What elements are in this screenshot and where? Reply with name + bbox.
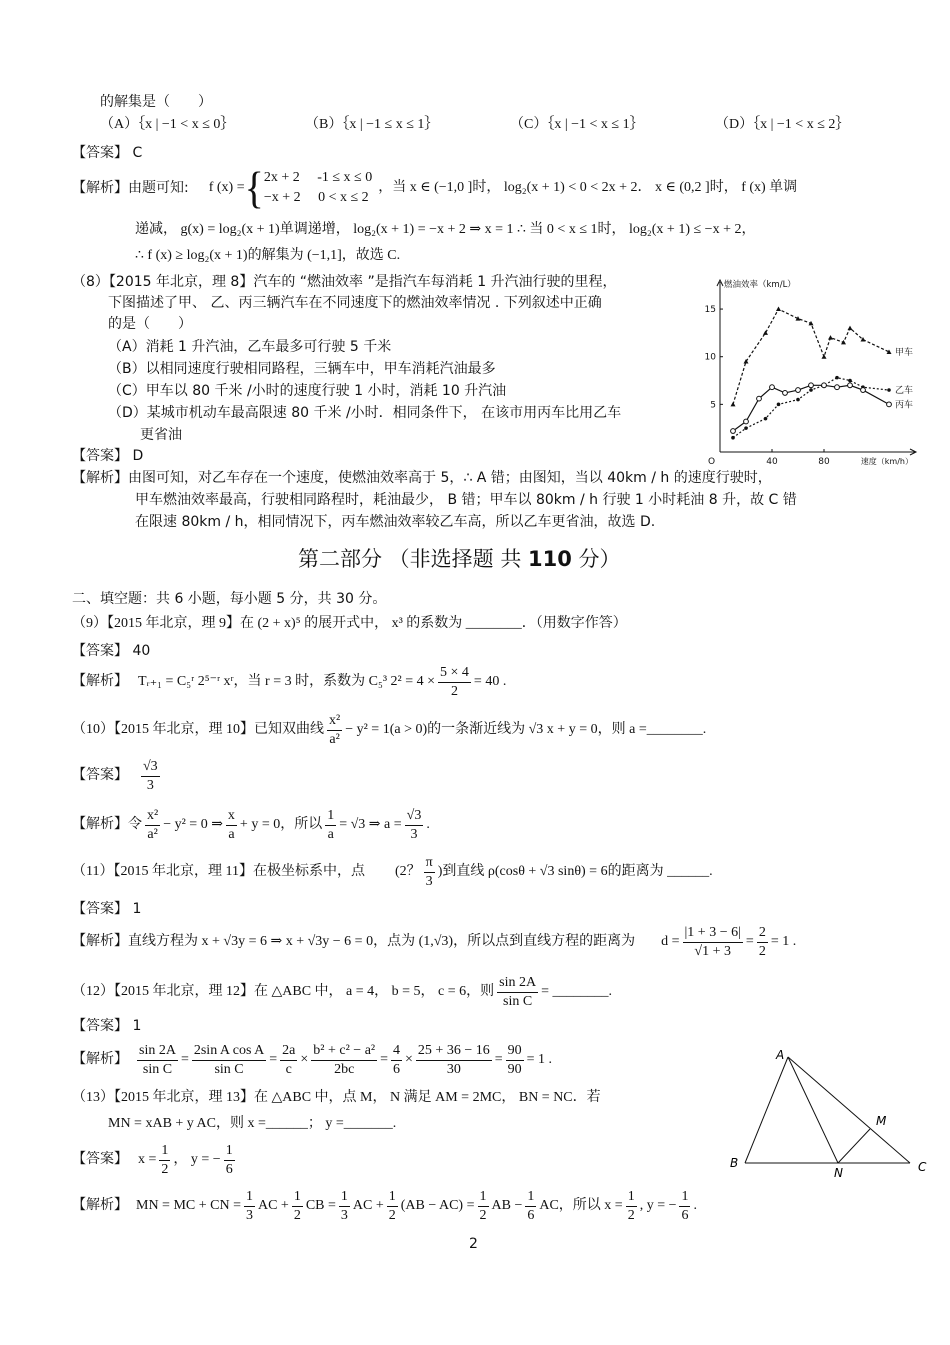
series-point [828,335,833,340]
series-point [835,385,840,390]
q9-stem: （9）【2015 年北京，理 9】在 (2 + x)⁵ 的展开式中， x³ 的系数为 ________．（用数字作答） [72,616,627,631]
series-point [744,426,748,430]
series-point [763,330,768,335]
side-ac [788,1057,910,1163]
fuel-efficiency-chart [700,270,930,470]
series-point [887,402,892,407]
series-point [887,388,891,392]
series-point [848,383,853,388]
q7-option-a: （A）｛x | −1 < x ≤ 0｝ [100,117,235,132]
q13-answer: 【答案】 x = $\frac{1}{2}$ ， y = − $\frac{1}{6}$ [72,1142,233,1177]
y-tick-label: 5 [710,400,716,411]
side-ab [745,1057,788,1163]
series-point [744,419,749,424]
y-axis-label: 燃油效率（km/L） [724,280,796,290]
y-tick-label: 10 [704,352,716,363]
series-point [796,388,801,393]
series-point [861,388,866,393]
q8-option-d-cont: 更省油 [140,427,182,443]
series-point [809,388,813,392]
q8-stem-line2: 下图描述了甲、 乙、丙三辆汽车在不同速度下的燃油效率情况 . 下列叙述中正确 [108,295,602,311]
q11-stem: （11）【2015 年北京，理 11】在极坐标系中，点 (2？ $\frac{\pi}{3}$ )到直线 ρ(cosθ + √3 sinθ) = 6的距离为 ______. [72,854,713,889]
series-point [764,417,768,421]
x-axis-label: 速度（km/h） [860,457,913,466]
point-n-label: N [834,1166,843,1180]
series-point [796,398,800,402]
q10-answer: 【答案】 $\frac{√3}{3}$ [72,758,158,793]
q12-answer: 【答案】 1 [72,1018,142,1034]
q8-option-b: （B）以相同速度行驶相同路程，三辆车中，甲车消耗汽油最多 [108,361,496,377]
page-number: 2 [469,1236,478,1252]
q7-solution-line1: 【解析】 由题可知: f (x) = { 2x + 2 -1 ≤ x ≤ 0 −x + 2 0 < x ≤ 2 ，当 x ∈ (−1,0 ]时， log₂(x + 1) < 0 < 2x + 2． x ∈ (0,2 ]时， f (x) 单调 [72,162,798,213]
vertex-b-label: B [730,1156,739,1170]
series-label: 丙车 [895,400,914,411]
y-tick-label: 15 [704,305,716,316]
q8-option-d: （D）某城市机动车最高限速 80 千米 /小时．相同条件下， 在该市用丙车比用乙车 [108,405,622,421]
segment-an [788,1057,838,1163]
q13-stem-line1: （13）【2015 年北京，理 13】在 △ABC 中，点 M， N 满足 AM = 2MC， BN = NC．若 [72,1090,601,1105]
series-point [770,385,775,390]
series-point [783,391,788,396]
series-point [848,326,853,331]
q8-stem-line3: 的是（ ） [108,316,192,332]
q8-solution-line3: 在限速 80km / h，相同情况下，丙车燃油效率较乙车高，所以乙车更省油，故选 D. [135,514,656,530]
vertex-c-label: C [918,1160,927,1174]
series-point [731,402,736,407]
origin-label: O [708,457,716,467]
series-point [835,376,839,380]
x-tick-label: 80 [818,457,830,467]
series-point [777,403,781,407]
q8-stem-line1: （8）【2015 年北京，理 8】汽车的 “燃油效率 ”是指汽车每消耗 1 升汽油行驶的里程， [72,274,617,290]
q7-solution-line2: 递减， g(x) = log₂(x + 1)单调递增， log₂(x + 1) = −x + 2 ⇒ x = 1 ∴ 当 0 < x ≤ 1时， log₂(x + 1) ≤ −x + 2， [135,222,756,237]
part2-title: 第二部分 （非选择题 共 110 分） [298,547,621,571]
series-point [809,383,814,388]
q8-answer: 【答案】 D [72,448,144,464]
q13-stem-line2: MN = xAB + y AC，则 x =______； y =_______. [108,1116,397,1131]
series-label: 甲车 [895,347,914,358]
q10-solution: 【解析】 令 $\frac{\text{x²}}{\text{a²}}$ − y² = 0 ⇒ $\frac{x}{a}$ + y = 0，所以 $\frac{1}{a}$ = √3 ⇒ a = $\frac{√3}{3}$ . [72,807,430,842]
q7-answer: 【答案】 C [72,145,143,161]
series-point [731,436,735,440]
q8-option-c: （C）甲车以 80 千米 /小时的速度行驶 1 小时，消耗 10 升汽油 [108,383,507,399]
q7-solution-line3: ∴ f (x) ≥ log₂(x + 1)的解集为 (−1,1]，故选 C. [135,248,401,263]
series-point [776,307,781,312]
series-point [822,354,827,359]
q8-solution-line2: 甲车燃油效率最高，行驶相同路程时，耗油最少， B 错；甲车以 80km / h 行驶 1 小时耗油 8 升，故 C 错 [135,492,797,508]
point-m-label: M [876,1114,887,1128]
series-point [731,429,736,434]
series-point [848,379,852,383]
series-line-3 [733,385,889,431]
triangle-diagram [720,1045,935,1180]
series-point [757,396,762,401]
q12-solution: 【解析】 $\frac{\sin 2A}{\text{sin C}}$ = $\frac{\text{2sin A cos A}}{\text{sin C}}$ = $\frac{2a}{c}$ × $\frac{\text{b² + c² − a²}}{2bc}$ = $\frac{4}{6}$ × $\frac{25 + 36 - 16}{30}$ = $\frac{90}{90}$ = 1 . [72,1042,553,1077]
q7-option-b: （B）｛x | −1 ≤ x ≤ 1｝ [305,117,439,132]
fill-blank-intro: 二、填空题：共 6 小题，每小题 5 分，共 30 分。 [72,591,387,607]
q11-answer: 【答案】 1 [72,901,142,917]
vertex-a-label: A [776,1048,785,1062]
series-point [822,383,827,388]
q12-stem: （12）【2015 年北京，理 12】在 △ABC 中， a = 4， b = 5， c = 6，则 $\frac{\sin 2A}{\text{sin C}}$ = ________. [72,974,613,1009]
x-tick-label: 40 [766,457,778,467]
q8-option-a: （A）消耗 1 升汽油，乙车最多可行驶 5 千米 [108,339,392,355]
q13-solution: 【解析】 MN = MC + CN = $\frac{1}{3}$ AC + $\frac{1}{2}$ CB = $\frac{1}{3}$ AC + $\frac{1}{2}$ (AB − AC) = $\frac{1}{2}$ AB − $\frac{1}{6}$ AC，所以 x = $\frac{1}{2}$ , y = − $\frac{1}{6}$ . [72,1188,697,1223]
q7-option-c: （C）｛x | −1 < x ≤ 1｝ [510,117,644,132]
q7-option-d: （D）｛x | −1 < x ≤ 2｝ [715,117,850,132]
series-label: 乙车 [895,386,914,397]
q9-answer: 【答案】 40 [72,643,151,659]
q8-solution-line1: 【解析】由图可知，对乙车存在一个速度，使燃油效率高于 5，∴ A 错；由图知，当以 40km / h 的速度行驶时， [72,470,772,486]
q10-stem: （10）【2015 年北京，理 10】已知双曲线 $\frac{\text{x²}}{\text{a²}}$ − y² = 1(a > 0)的一条渐近线为 √3 x + y = 0，则 a =________. [72,712,707,747]
q7-stem: 的解集是（ ） [100,94,212,110]
segment-mn [838,1129,870,1163]
q11-solution: 【解析】 直线方程为 x + √3y = 6 ⇒ x + √3y − 6 = 0，点为 (1,√3)，所以点到直线方程的距离为 d = $\frac{|1 + 3 - 6|}{√1 + 3}$ = $\frac{2}{2}$ = 1 . [72,924,797,959]
q9-solution: 【解析】 Tᵣ₊₁ = C₅ʳ 2⁵⁻ʳ xʳ，当 r = 3 时，系数为 C₅³ 2² = 4 × $\frac{5 \times 4}{2}$ = 40 . [72,664,507,699]
